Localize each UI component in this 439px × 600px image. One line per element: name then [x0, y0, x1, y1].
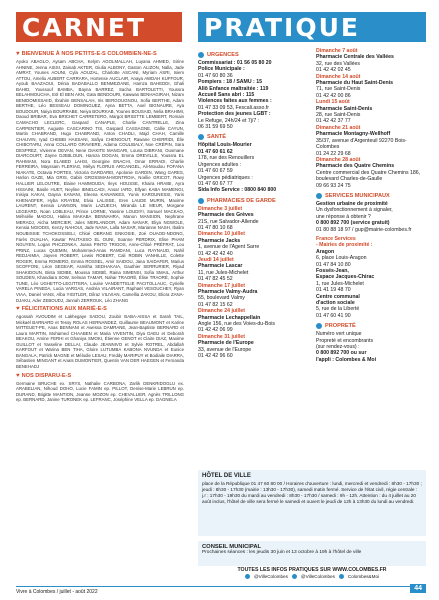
- services-title: SERVICES MUNICIPAUX: [316, 193, 426, 199]
- births-list: Ayoko ABAGLO, Aysam ABCHA, Kelym AGOLMALLAH, Luyana AHMED, Sirine AHNINE, Jenna AISSI, Zainab AKTER, Giulia ALBONY, Gaston ALIZON, Nalla, Jade AMRAT, Younes AOUNI, Cyla AOUZAL, Charlotte ASCANI, Myriam ASRI, Isiem ATTOU, Ameliu AUBERT CARRARA, Hortense AUCLAIR, Anaya AWDAH KUFFOUR, Ayoub BAAZAOUI, Dénia BADABALLO BENMEZIANE, Hamza BAHEDDI, Ghali BAHID, Youssouf BAMBA, Bayna BARREZ, Sacha BARTOLETTI, Youssra BELAHMOUCHA, Eöl El BEN AKN, Gaïa BENDOURI, Kawwas BENHAGIRAH, Nizam BENIDOMISSAIID, Ibrahim BENSALAH, Iris BERGOUGNOU, Sofia BERTHE, Adam BERTHE, Léo BESSEAU DOMINGUEZ, Ayna BETTA, Axel BIGNAURE, Aya BOUDOUR, Naiya BOURRABE, Neiya BOURKAB, Younes BOUSAID, Nelia BRAHIMI, Daoud BRIBAR, Eva BRICHET CARRETERO, Margot BRIGITTE LEMBERT, Romain CAMACHO LECLERC, Gaspard CANAPLE, Charlie CANTRELLE, Zina CARPENTIER, Auguste CASCARINO TIS, Gaspard CASSAGNE, Callie CAYUN, Martin CHABRAND, Hugo CHABRAND, Anton CHADLI, Majd CHAH, Camille CHAUVIN, Iyad CHEBBI HASSANI, Safiya CHENGOUT, Rawane CHERRIDI, Élie CHIBOTARU, Anna COLLARD GRAVIERE, Adama COULIBALY, Noe CRÉPIN, Sara DESPREZ, Vivienne DEVAN, Nene DIAKITE MANGARI, Louna DIBRANI, Ousmane DIARCOURT, Zayne DJEBLOUN, Hamza DOGAN, Emma DREVILLE, Youssra EL RAHMANI, Nora ELABED LAHSI, Georgine ENACHI, Omar ERRADI, Charlie FERREIRA, Mayssam FLERIAG, Mélya FLORUS ARCANGEL, Ali-Moudou FOFANA NIAKATE, Octavia FORTES, Victoria GARDAREI, Apolonie GARDIN, Wang GARES, Harlon GAZE, Mia GRIS, Gabin GROSSMAN-MONTROIA, Noélie GRICOT, Rowy HALLIER LELOUTRE, Elaine HAMMOUDA, Ileys HOUSSE, Khaira HRAIBI, Ayra HSSAINI, Basile HUET, Neyline IBNELCADI, Ansar IARD, Ellyan KABA MAMENGI, Inisiya KAKAI, Dayna KANANI, Eleena KANANKES, Yunis KAROUNESSI, Yaris KHENADFER, Hyba KRAYEM, Elvia LALISSE, Eren LAUDE MURIN, Maxime LAURENT, Kensia LAWSON, Marin LAZUECH, Miranda LE MEUR, Morgane LEGEARD, Noan LOBLEAU, Prince LORNE, Yassine LOUDIYI, Samuel MACKAO, Méhsélie MADOU, Halina MAKABA BENNAHRA, Manon MANSION, Nephrane MERADJ, Aicha MERCIER, Jules MERLANDOR, Adam NANAR, Eliya NGWOLE, Kensia NGIODIS, Kenzy NAHOUI, Jade NANA, Lalla NASAR, Marianne NASH, Ibalim NOUBISSIE TCHOKOSSIELI, Chloé OBRANG ENKOSIE, Zoé OUAOD-NDONG, Farès OUALHA, Kawtar PAUTASSO EL OUNI, Soanne PERDRIX, Elise PHAM NGUYEN, Logan PHCZONKA, Joana PINTO TRIGOS, Anne-Chloé PRÉFRAT, Lou PRINZ, Lucas QUEMIN, Mohammed-Anas RAMDANI, Luca RAYNAUD, Nahil REDJAIMIA, Jayven ROBERT, Lewis ROBERT, Cali ROBIN VANHILLE, Colette ROGER, Emma ROMERO, Emma ROSSEL, Amir SAIDOU, Jana SAIDAFER, Marius SCOFFONI, Léon SEGEAR, Asmitha SEDHAKAIA, Gauthier SERRURIER, Riyad SHAKIDOUN, Binta SIDIBE, Moussa SIDIBÉ, Raina SIMENSI, Sofia SMAIL, Arthur SOUDEN, Khandiara SOW, Selman TAMAR, Nahar TRAORÉ, Élise TRAORÉ, Sophie TUNE, Léo UGHETTO-LEGITTERA, Louise VANDETTELIE PACITOLLAUC, Cyrielle VARELA PINEDA, Lucia VARGAS, Andréa VILAIRANT, Raphaël VESOUCHEY, Ryan VIAA, Daniel VANS, Alba YIGITLER, Dilraz VILIVIAN, Camellia ZAKOU, Eliora ZANA-DJAKU, Ader ZEBOUDJ, Jannah ZERROUK, Léo ZHANG: [16, 59, 184, 303]
- pharmacy-phone: 01 47 82 15 62: [198, 301, 233, 308]
- pharmacy-address: 32, rue des Vallées: [316, 60, 361, 67]
- heart-icon: ♥: [16, 306, 20, 313]
- services-line: Aragon: [316, 248, 335, 255]
- conseil-text: Prochaines séances : les jeudis 30 juin et 13 octobre à 19h à l'hôtel de ville: [202, 550, 362, 555]
- proprete-line: l'appli : Colombes & Moi: [316, 356, 377, 363]
- pharmacy-address: Angle 156, rue des Voies-du-Bois: [198, 321, 275, 328]
- conseil-title: CONSEIL MUNICIPAL: [202, 544, 262, 550]
- pharmacy-name: Pharmacie des Grèves: [198, 212, 254, 219]
- pharmacy-phone: 01 47 82 45 52: [198, 276, 233, 283]
- pharmacies-list-a: [198, 206, 311, 360]
- pharmacy-entry: [316, 157, 426, 189]
- pharmacy-entry: [316, 99, 426, 125]
- facebook-handle[interactable]: @VilleColombes: [253, 574, 288, 579]
- urgences-line: Protection des jeunes LGBT :: [198, 111, 271, 118]
- services-line: 01 80 88 18 97 / gup@mairie-colombes.fr: [316, 226, 412, 233]
- proprete-line: 0 800 892 700 ou sur: [316, 350, 367, 357]
- births-title: ♥ BIENVENUE À NOS PETITS-E-S COLOMBIEN-NE-S: [16, 51, 157, 57]
- proprete-lines: [316, 331, 426, 363]
- pratique-header: [198, 12, 426, 42]
- pharmacy-date: Dimanche 7 août: [316, 48, 358, 54]
- pharmacy-phone: 01 42 42 37 77: [316, 118, 351, 125]
- pharmacy-entry: [198, 308, 311, 334]
- sante-lines: [198, 142, 311, 193]
- pharmacy-phone: 01 42 42 06 99: [198, 327, 233, 334]
- pharmacy-address: 33, avenue de l'Europe: [198, 346, 252, 353]
- web-info: [198, 567, 426, 585]
- pharmacy-phone: 01 42 42 02 45: [316, 67, 351, 74]
- pharmacy-date: Lundi 15 août: [316, 99, 350, 106]
- pharmacies-title: PHARMACIES DE GARDE: [198, 198, 311, 204]
- pharmacy-entry: [198, 283, 311, 309]
- services-line: Gestion urbaine de proximité: [316, 200, 388, 207]
- pharmacy-date: Dimanche 17 juillet: [198, 282, 245, 289]
- urgences-line: Accueil Sans abri : 115: [198, 92, 255, 99]
- pharmacy-name: Pharmacie Saint-Denis: [316, 105, 373, 112]
- proprete-line: Propreté et encombrants: [316, 337, 374, 344]
- twitter-handle[interactable]: @VilleColombes: [300, 574, 335, 579]
- pharmacy-entry: [316, 74, 426, 100]
- services-line: 01 41 19 48 70: [316, 287, 351, 294]
- weddings-list: Agossah AVOUDIM et Lakhegaye SADOU, Zoubir BABA-AISSA et Sarah TAIL, Mickaël BARNARD et Tessy ROLAS HERNANDEZ, Guillaume BEAUMONT et Karine MITTEUET-PE, Anas BENNANI et Awessa DAMRANE, Jean-Baptiste BERNARD et Laura MARTIN, Mohamed CHAABEN et Maria VIVENTIN, Diya DAEU et Deborah BEAKOU, Amine FERHI et Ghaniya SMOKI, Étienne GENOT et Claire DIAZ, Maxime GUILLOT et Yasseline DELLAI, Claude JEANNIVO et Sylvie ROTREL, Abdallah KARFOUT et Warina BEN TIHA, Gloire LUTUMBA KABONA NVUNDA et Eunice BANGALA, Patrick MAGNE et Mélodie LESAU, Freddy MARIPUY et Bodiaile DIARRA, Sébastien MINGANT et Anaïs DUMONTIER, Quentin VAN DER HAEGEN et Fernanda BENEHADJ: [16, 314, 184, 369]
- sante-line: Sida Info Service : 0800 840 800: [198, 187, 277, 194]
- urgences-line: Police Municipale :: [198, 66, 245, 73]
- pharmacy-name: Pharmacie Montagny-Wellhoff: [316, 131, 391, 138]
- sante-line: Urgences pédiatriques :: [198, 174, 253, 181]
- services-line: Un dysfonctionnement à signaler,: [316, 207, 393, 214]
- services-line: France Services: [316, 235, 356, 242]
- conseil-box: [198, 540, 426, 566]
- pratique-col-a: [198, 48, 311, 359]
- pharmacy-date: Dimanche 21 août: [316, 124, 361, 131]
- heart-icon: ♥: [16, 372, 20, 379]
- pharmacy-entry: [198, 231, 311, 257]
- deaths-list: Germaine BRUCHE ex. SRYS, Nathalie CARBONA, Zarlik DENKRIDOGLU ex. ARABELIAN, Nihoud DOHO, Lucie FAMIN ep. PILLOT, Denise-Marie LEBRUN ep. DURAND, Brigitte MANTION, Jeanne MOZON ep. CHEVALLIER, Agnès TRILLONG ep. BERNARD, Janine TURONEK ep. LEFRANC, Joséphine VELLA ep. DAGNELA: [16, 380, 184, 403]
- pharmacy-name: Pharmacie Centrale des Vallées: [316, 54, 394, 61]
- urgences-line: Le Refuge, 24h/24 et 7j/7 :: [198, 117, 260, 124]
- pharmacy-date: Dimanche 10 juillet: [198, 231, 245, 238]
- pharmacy-entry: [198, 334, 311, 360]
- bullet-icon: [316, 323, 322, 329]
- pharmacy-phone: 01 42 42 96 60: [198, 353, 233, 360]
- pharmacy-name: Pharmacie des Quatre Chemins: [316, 163, 395, 170]
- pharmacy-name: Pharmacie du Haut Saint-Denis: [316, 80, 393, 87]
- app-icon: [339, 574, 344, 579]
- pharmacy-phone: 01 47 80 10 68: [198, 224, 233, 231]
- urgences-line: Allô Enfance maltraitée : 119: [198, 85, 269, 92]
- pharmacy-name: Pharmacie Valmy-Audra: [198, 289, 258, 295]
- pharmacy-date: Dimanche 31 juillet: [198, 333, 245, 340]
- sante-line: Hôpital Louis-Mourier: [198, 142, 252, 149]
- pharmacy-name: Pharmacie Jacks: [198, 237, 241, 244]
- pharmacy-entry: [198, 206, 311, 232]
- urgences-line: Pompiers : 18 / SAMU : 15: [198, 79, 262, 86]
- pharmacy-phone: 09 66 93 24 75: [316, 182, 351, 189]
- proprete-title: PROPRETÉ: [316, 323, 426, 329]
- sante-line: 01 47 60 67 77: [198, 180, 233, 187]
- pharmacy-address: 28, rue Saint-Denis: [316, 112, 361, 119]
- services-line: Espace Jacques-Chirac: [316, 274, 375, 281]
- sante-line: 01 47 60 67 59: [198, 168, 233, 175]
- services-line: 6, place Louis-Aragon: [316, 255, 367, 262]
- bullet-icon: [198, 52, 204, 58]
- deaths-title: ♥ NOS DISPARU-E-S: [16, 372, 72, 379]
- services-line: une réponse à obtenir ?: [316, 213, 371, 220]
- urgences-line: 01 47 60 80 36: [198, 72, 233, 79]
- weddings-title: ♥ FÉLICITATIONS AUX MARIÉ-E-S: [16, 306, 107, 313]
- app-handle[interactable]: Colombes&Moi: [347, 574, 380, 579]
- proprete-line: (sur rendez-vous) :: [316, 344, 360, 351]
- pharmacy-phone: 01 42 42 00 86: [316, 92, 351, 99]
- pharmacy-phone: 01 42 42 42 40: [198, 250, 233, 257]
- pharmacy-name: Pharmacie Lechappellain: [198, 314, 261, 321]
- urgences-line: Commissariat : 01 56 05 80 20: [198, 60, 272, 66]
- services-line: 1, rue Jules-Michelet: [316, 280, 364, 287]
- bullet-icon: [198, 134, 204, 140]
- social-links: [198, 574, 426, 579]
- services-line: 01 47 84 10 80: [316, 261, 351, 268]
- footer-text: Vivre à Colombes / juillet - août 2022: [16, 589, 98, 595]
- page-number: 44: [410, 584, 426, 593]
- services-line: d'action sociale: [316, 300, 355, 307]
- pharmacy-address: 35/37, avenue d'Argenteuil 92270 Bois-Colombes: [316, 137, 407, 151]
- carnet-title: CARNET: [22, 12, 146, 42]
- urgences-title: URGENCES: [198, 52, 311, 58]
- heart-icon: ♥: [16, 51, 20, 57]
- bullet-icon: [316, 193, 322, 199]
- services-line: 5, rue de la Liberté: [316, 306, 360, 313]
- pharmacy-date: Jeudi 14 juillet: [198, 256, 234, 263]
- hotel-de-ville-box: [198, 470, 426, 536]
- pharmacy-date: Dimanche 14 août: [316, 73, 361, 80]
- services-line: Centre communal: [316, 293, 360, 300]
- urgences-line: 06 31 59 69 50: [198, 124, 233, 131]
- pharmacy-address: 71, rue Saint-Denis: [316, 86, 361, 93]
- pharmacy-name: Pharmacie de l'Europe: [198, 340, 254, 347]
- pharmacy-address: 1, avenue de l'Agent Sarre: [198, 244, 260, 251]
- pharmacy-address: 21S, rue Salvador-Allende: [198, 218, 259, 225]
- pharmacy-phone: 01 24 22 29 68: [316, 150, 351, 157]
- sante-title: SANTÉ: [198, 134, 311, 140]
- carnet-header: [16, 12, 182, 42]
- pharmacy-date: Dimanche 28 août: [316, 156, 361, 163]
- web-link[interactable]: TOUTES LES INFOS PRATIQUES SUR WWW.COLOMBES.FR: [237, 567, 387, 573]
- pharmacy-date: Dimanche 24 juillet: [198, 308, 245, 315]
- pharmacy-address: Centre commercial des Quatre Chemins 186, boulevard Charles-de-Gaulle: [316, 169, 421, 183]
- pratique-title: PRATIQUE: [204, 12, 360, 42]
- pharmacy-name: Pharmacie Lascar: [198, 263, 243, 270]
- pharmacy-address: 55, boulevard Valmy: [198, 295, 245, 302]
- bullet-icon: [198, 198, 204, 204]
- services-line: 0 800 892 700 (service gratuit): [316, 220, 390, 227]
- pharmacy-address: 11, rue Jules-Michelet: [198, 269, 249, 276]
- facebook-icon: [245, 574, 250, 579]
- hotel-title: HÔTEL DE VILLE: [202, 473, 251, 479]
- pharmacies-list-b: [316, 48, 426, 189]
- urgences-line: Violences faites aux femmes :: [198, 98, 272, 105]
- pratique-col-b: [316, 48, 426, 363]
- page-footer: [16, 586, 426, 596]
- services-line: - Mairies de proximité :: [316, 242, 373, 249]
- services-lines: [316, 201, 426, 319]
- twitter-icon: [292, 574, 297, 579]
- sante-line: 01 47 60 61 62: [198, 148, 233, 155]
- carnet-column: [16, 48, 184, 403]
- pharmacy-entry: [316, 125, 426, 157]
- sante-line: Urgences adultes :: [198, 161, 242, 168]
- pharmacy-entry: [198, 257, 311, 283]
- pharmacy-date: Dimanche 3 juillet: [198, 205, 243, 212]
- pharmacy-entry: [316, 48, 426, 74]
- proprete-line: Numéro vert unique: [316, 331, 362, 338]
- services-line: 01 47 60 41 90: [316, 312, 351, 319]
- sante-line: 178, rue des Renouillers: [198, 155, 255, 162]
- services-line: Fossés-Jean,: [316, 268, 349, 274]
- urgences-lines: [198, 60, 311, 130]
- hotel-text: place de la République 01 47 60 80 00 / Horaires d'ouverture : lundi, mercredi et vendredi : 8h30 - 17h30 ; jeudi : 8h30 - 17h30 (mairie : 13h30 - 17h30), samedi matin fermé. Service de l'état civil, régie centrale : j.r : 17h30 - 19h30 du mardi au vendredi : 8h30 - 17h30 / samedi : 9h - 12h. Attention : du 4 juillet au 20 août inclus, l'hôtel de ville sera fermé le samedi et ouvert le jeudi de 12h à 13h30 du lundi au vendredi.: [202, 481, 422, 504]
- urgences-line: 01 47 33 09 53, Fescali.asso.fr: [198, 104, 269, 111]
